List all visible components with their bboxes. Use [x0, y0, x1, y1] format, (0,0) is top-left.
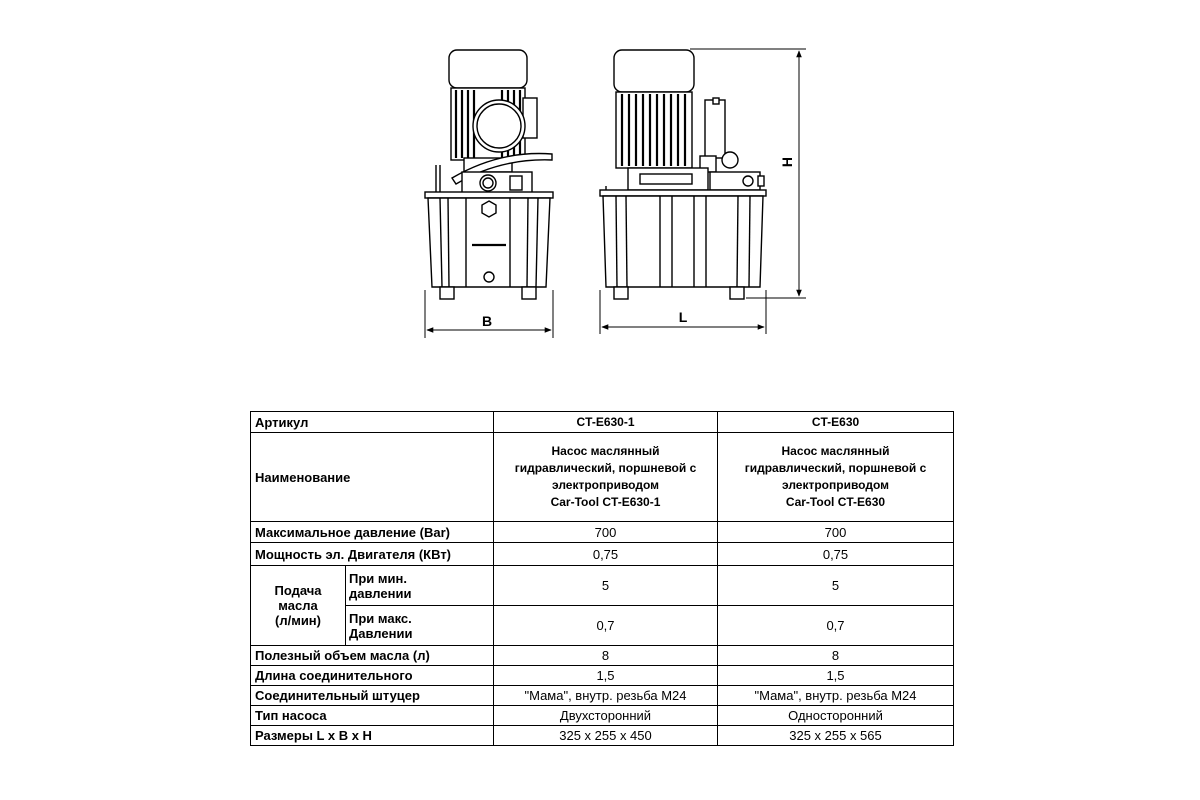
side-view [600, 50, 766, 299]
model2-value: 5 [718, 566, 954, 606]
row-article [251, 412, 954, 433]
feed-max-label: При макс. Давлении [346, 606, 494, 646]
row-dimensions [251, 726, 954, 746]
row-label: Максимальное давление (Bar) [251, 522, 494, 543]
row-fitting [251, 686, 954, 706]
model1-value: 0,75 [494, 543, 718, 566]
model2-value: 325 x 255 x 565 [718, 726, 954, 746]
model2-value: Односторонний [718, 706, 954, 726]
model1-value: Двухсторонний [494, 706, 718, 726]
model2-value: 8 [718, 646, 954, 666]
model2-value: 1,5 [718, 666, 954, 686]
model1-value: "Мама", внутр. резьба М24 [494, 686, 718, 706]
model1-value: 325 x 255 x 450 [494, 726, 718, 746]
row-label: Соединительный штуцер [251, 686, 494, 706]
dimension-b-label: B [481, 313, 493, 329]
model2-value: "Мама", внутр. резьба М24 [718, 686, 954, 706]
row-label: Тип насоса [251, 706, 494, 726]
model1-value: 0,7 [494, 606, 718, 646]
model1-value: 700 [494, 522, 718, 543]
front-view [425, 50, 553, 299]
row-oil-volume [251, 646, 954, 666]
model1-name: Насос маслянный гидравлический, поршневой с электроприводом Car-Tool CT-E630-1 [494, 433, 718, 522]
row-label: Размеры L x B x H [251, 726, 494, 746]
row-feed-min [251, 566, 954, 606]
feed-min-label: При мин. давлении [346, 566, 494, 606]
model1-value: 8 [494, 646, 718, 666]
spec-table [250, 411, 954, 746]
model2-name: Насос маслянный гидравлический, поршневой с электроприводом Car-Tool CT-E630 [718, 433, 954, 522]
row-label: Длина соединительного [251, 666, 494, 686]
dimension-l-label: L [678, 309, 688, 325]
model2-header: CT-E630 [718, 412, 954, 433]
row-pressure [251, 522, 954, 543]
row-feed-max [251, 606, 954, 646]
row-hose-length [251, 666, 954, 686]
row-name [251, 433, 954, 522]
feed-label: Подача масла (л/мин) [251, 566, 346, 646]
model2-value: 0,75 [718, 543, 954, 566]
row-label: Наименование [251, 433, 494, 522]
row-label: Артикул [251, 412, 494, 433]
row-label: Мощность эл. Двигателя (КВт) [251, 543, 494, 566]
model2-value: 700 [718, 522, 954, 543]
row-power [251, 543, 954, 566]
row-pump-type [251, 706, 954, 726]
model1-value: 1,5 [494, 666, 718, 686]
model2-value: 0,7 [718, 606, 954, 646]
row-label: Полезный объем масла (л) [251, 646, 494, 666]
dimension-h-label: H [779, 156, 795, 168]
model1-header: CT-E630-1 [494, 412, 718, 433]
model1-value: 5 [494, 566, 718, 606]
